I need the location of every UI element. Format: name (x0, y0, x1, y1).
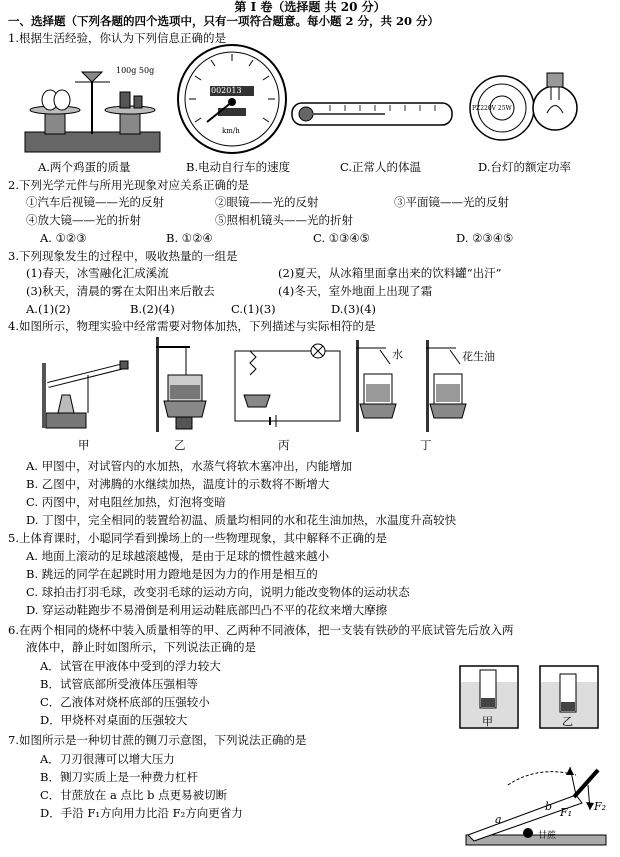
q6-stem-line2: 液体中，静止时如图所示，下列说法正确的是 (26, 640, 256, 654)
q1-option-b: B.电动自行车的速度 (186, 160, 291, 174)
q3-stem: 3.下列现象发生的过程中，吸收热量的一组是 (8, 249, 238, 263)
q5-option-c: C. 球拍击打羽毛球，改变羽毛球的运动方向，说明力能改变物体的运动状态 (26, 585, 410, 599)
q7-label-b: b (545, 800, 553, 813)
q6-label-yi: 乙 (562, 715, 573, 728)
q1-option-d: D.台灯的额定功率 (478, 160, 571, 174)
q5-option-d: D. 穿运动鞋跑步不易滑倒是利用运动鞋底部凹凸不平的花纹来增大摩擦 (26, 603, 388, 617)
q4-option-a: A. 甲图中，对试管内的水加热，水蒸气将软木塞冲出，内能增加 (26, 459, 353, 473)
q1-option-c: C.正常人的体温 (340, 160, 422, 174)
q3-item-2: (2)夏天，从冰箱里面拿出来的饮料罐“出汗” (278, 266, 502, 280)
q6-option-a: A．试管在甲液体中受到的浮力较大 (40, 659, 221, 673)
q4-label-oil: 花生油 (462, 350, 495, 363)
q2-item-2: ②眼镜——光的反射 (215, 195, 319, 209)
q4-label-ding: 丁 (420, 438, 432, 452)
q5-stem: 5.上体育课时，小聪同学看到操场上的一些物理现象，其中解释不正确的是 (8, 531, 387, 545)
q2-item-5: ⑤照相机镜头——光的折射 (215, 213, 353, 227)
q7-label-a: a (495, 813, 502, 826)
q2-option-b: B. ①②④ (166, 231, 213, 245)
q7-option-c: C．甘蔗放在 a 点比 b 点更易被切断 (40, 788, 228, 802)
page-header: 第 I 卷（选择题 共 20 分） (234, 0, 386, 14)
q4-figure-jia (38, 345, 133, 430)
q4-label-bing: 丙 (278, 438, 290, 452)
q2-option-c: C. ①③④⑤ (313, 231, 370, 245)
q2-option-a: A. ①②③ (40, 231, 87, 245)
q7-label-f1: F₁ (560, 806, 573, 819)
q3-item-1: (1)春天，冰雪融化汇成溪流 (26, 266, 169, 280)
q4-label-water: 水 (392, 348, 403, 361)
q3-option-b: B.(2)(4) (130, 302, 175, 316)
q1-speedometer-figure (175, 40, 290, 158)
q7-option-b: B．铡刀实质上是一种费力杠杆 (40, 770, 198, 784)
q1-odometer-readout: 002013 (211, 86, 242, 95)
q4-figure-bing (230, 345, 345, 430)
q1-weights-label: 100g 50g (116, 66, 155, 75)
q6-option-d: D．甲烧杯对桌面的压强较大 (40, 713, 188, 727)
q2-item-4: ④放大镜——光的折射 (26, 213, 141, 227)
q2-item-3: ③平面镜——光的反射 (394, 195, 509, 209)
q7-option-d: D．手沿 F₁方向用力比沿 F₂方向更省力 (40, 806, 243, 820)
q7-label-f2: F₂ (594, 800, 607, 813)
q7-cutter-figure (458, 755, 608, 855)
q7-option-a: A．刀刃很薄可以增大压力 (40, 752, 175, 766)
q1-option-a: A.两个鸡蛋的质量 (38, 160, 131, 174)
q6-option-b: B．试管底部所受液体压强相等 (40, 677, 198, 691)
q2-stem: 2.下列光学元件与所用光现象对应关系正确的是 (8, 178, 249, 192)
q4-label-yi: 乙 (174, 438, 186, 452)
q1-stem: 1.根据生活经验，你认为下列信息正确的是 (8, 31, 226, 45)
q3-option-a: A.(1)(2) (26, 302, 71, 316)
q5-option-a: A. 地面上滚动的足球越滚越慢，是由于足球的惯性越来越小 (26, 549, 330, 563)
q3-option-d: D.(3)(4) (331, 302, 377, 316)
q4-stem: 4.如图所示，物理实验中经常需要对物体加热，下列描述与实际相符的是 (8, 319, 376, 333)
q7-label-cane: 甘蔗 (538, 831, 557, 841)
q3-item-3: (3)秋天，清晨的雾在太阳出来后散去 (26, 284, 215, 298)
q1-thermometer-figure (290, 95, 458, 135)
q7-stem: 7.如图所示是一种切甘蔗的铡刀示意图，下列说法正确的是 (8, 733, 307, 747)
q4-option-b: B. 乙图中，对沸腾的水继续加热，温度计的示数将不断增大 (26, 477, 330, 491)
q6-option-c: C．乙液体对烧杯底部的压强较小 (40, 695, 210, 709)
q1-bulb-rating: PZ220V 25W (472, 105, 512, 112)
q6-stem-line1: 6.在两个相同的烧杯中装入质量相等的甲、乙两种不同液体，把一支装有铁砂的平底试管先后放入两 (8, 623, 514, 637)
q5-option-b: B. 跳远的同学在起跳时用力蹬地是因为力的作用是相互的 (26, 567, 318, 581)
q2-item-1: ①汽车后视镜——光的反射 (26, 195, 164, 209)
q4-figure-yi (150, 337, 210, 432)
section-title: 一、选择题（下列各题的四个选项中，只有一项符合题意。每小题 2 分，共 20 分） (8, 14, 440, 28)
q4-label-jia: 甲 (78, 438, 90, 452)
q3-item-4: (4)冬天，室外地面上出现了霜 (278, 284, 433, 298)
q4-option-c: C. 丙图中，对电阻丝加热，灯泡将变暗 (26, 495, 226, 509)
q4-option-d: D. 丁图中，完全相同的装置给初温、质量均相同的水和花生油加热，水温度升高较快 (26, 513, 457, 527)
q6-beakers-figure (456, 662, 606, 732)
q3-option-c: C.(1)(3) (231, 302, 276, 316)
q2-option-d: D. ②③④⑤ (456, 231, 514, 245)
q1-speed-unit: km/h (222, 127, 240, 135)
q6-label-jia: 甲 (482, 715, 493, 728)
